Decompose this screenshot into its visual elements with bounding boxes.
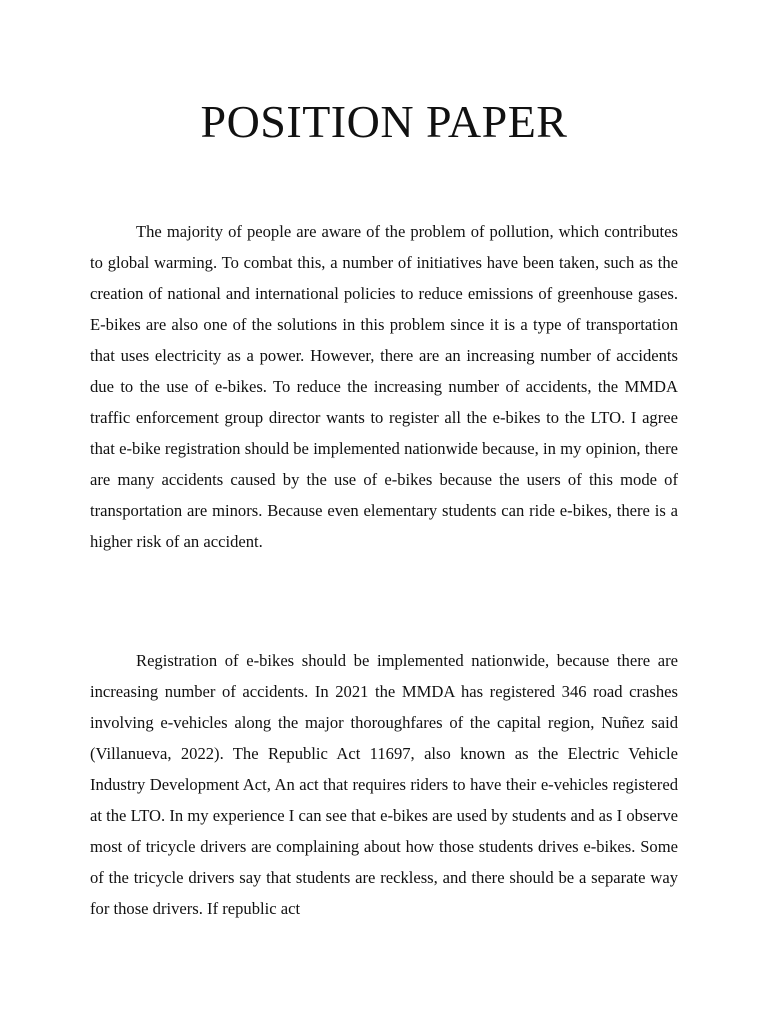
body-paragraph-2: Registration of e-bikes should be implemented nationwide, because there are increasing number of accidents. In 2021 the MMDA has registered 346 road crashes involving e-vehicles along the major thoroughfares of the capital region, Nuñez said (Villanueva, 2022). The Republic Act 11697, also known as the Electric Vehicle Industry Development Act, An act that requires riders to have their e-vehicles registered at the LTO. In my experience I can see that e-bikes are used by students and as I observe most of tricycle drivers are complaining about how those students drives e-bikes. Some of the tricycle drivers say that students are reckless, and there should be a separate way for those drivers. If republic act bbox=[90, 651, 678, 918]
document-title: POSITION PAPER bbox=[200, 96, 568, 147]
body-paragraph-1: The majority of people are aware of the problem of pollution, which contributes to global warming. To combat this, a number of initiatives have been taken, such as the creation of national and international policies to reduce emissions of greenhouse gases. E-bikes are also one of the solutions in this problem since it is a type of transportation that uses electricity as a power. However, there are an increasing number of accidents due to the use of e-bikes. To reduce the increasing number of accidents, the MMDA traffic enforcement group director wants to register all the e-bikes to the LTO. I agree that e-bike registration should be implemented nationwide because, in my opinion, there are many accidents caused by the use of e-bikes because the users of this mode of transportation are minors. Because even elementary students can ride e-bikes, there is a higher risk of an accident. bbox=[90, 222, 678, 551]
